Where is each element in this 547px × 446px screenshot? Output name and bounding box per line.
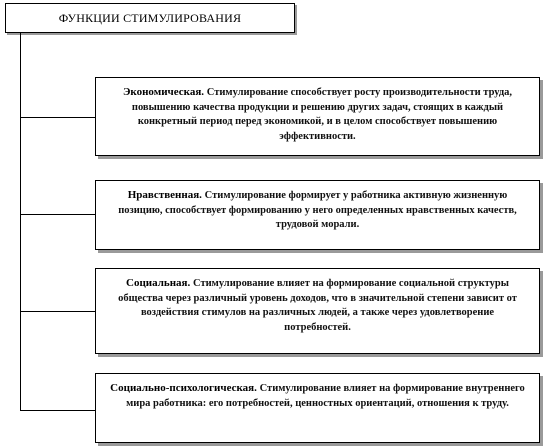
function-description: Стимулирование влияет на формирование социальной структуры общества через различный уровень доходов, что в значительной степени зависит от воздействия стимулов на различных людей, а также через удовлетворение потребностей. xyxy=(118,278,517,333)
connector-line-social xyxy=(20,311,95,312)
function-card-socio-psychological xyxy=(95,373,540,443)
function-name: Социальная. xyxy=(126,277,194,289)
function-name: Нравственная. xyxy=(127,189,205,201)
function-description: Стимулирование способствует росту производительности труда, повышению качества продукции и решению других задач, стоящих в каждый конкретный период перед экономикой, и в целом способствует повышению эффективности. xyxy=(131,87,513,142)
function-description: Стимулирование формирует у работника активную жизненную позицию, способствует формированию у него определенных нравственных качеств, трудовой морали. xyxy=(118,190,517,230)
connector-line-moral xyxy=(20,214,95,215)
function-name: Социально-психологическая. xyxy=(110,382,260,394)
function-description: Стимулирование влияет на формирование внутреннего мира работника: его потребностей, ценностных ориентаций, отношения к труду. xyxy=(126,383,525,409)
connector-line-socio-psychological xyxy=(20,410,95,411)
function-card-economic xyxy=(95,77,540,156)
diagram-title: ФУНКЦИИ СТИМУЛИРОВАНИЯ xyxy=(5,3,295,33)
function-name: Экономическая. xyxy=(122,86,207,98)
function-card-moral xyxy=(95,180,540,250)
vertical-connector-line xyxy=(20,33,21,410)
function-card-social xyxy=(95,268,540,354)
connector-line-economic xyxy=(20,117,95,118)
